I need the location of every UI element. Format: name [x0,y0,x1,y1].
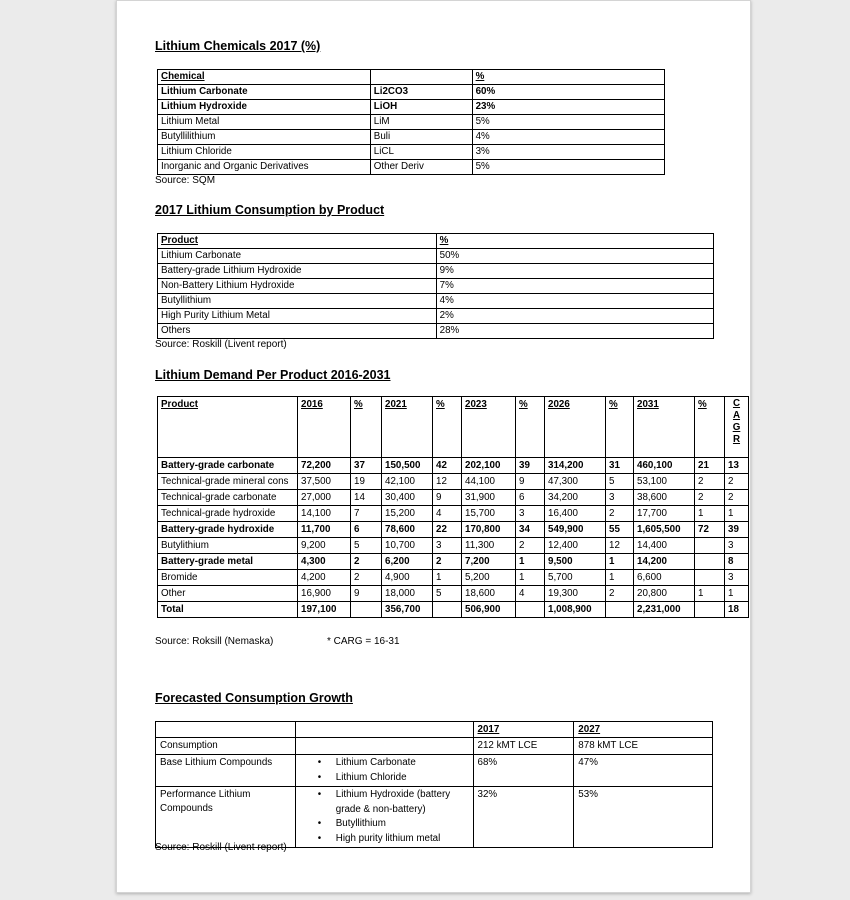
chem-row-pct: 3% [472,145,664,160]
chem-row-formula: LiM [370,115,472,130]
demand-row-cell: 39 [725,522,749,538]
growth-header-blank [156,722,296,738]
chem-row-pct: 5% [472,115,664,130]
demand-row-cell [695,554,725,570]
demand-row-cell: 8 [725,554,749,570]
demand-row-cell: 549,900 [545,522,606,538]
demand-row-cell: 1 [433,570,462,586]
demand-row-cell: 2 [351,570,382,586]
demand-header-2026: 2026 [545,397,606,458]
cons-table [157,233,714,339]
growth-base-2027: 47% [574,755,713,787]
demand-row-cell: 2 [606,586,634,602]
demand-row-product: Bromide [158,570,298,586]
demand-row-cell: 2 [695,474,725,490]
chem-row-pct: 60% [472,85,664,100]
demand-row-cell: 1 [516,554,545,570]
growth-perf-item: • Butyllithium [318,817,469,832]
growth-perf-2017: 32% [473,787,574,848]
cons-header-pct: % [436,234,713,249]
demand-header-pct: % [351,397,382,458]
chem-header-pct: % [472,70,664,85]
cons-row-pct: 7% [436,279,713,294]
chem-row-pct: 5% [472,160,664,175]
demand-row-cell: 1 [606,554,634,570]
demand-row-cell: 150,500 [382,458,433,474]
demand-row-cell: 4,200 [298,570,351,586]
demand-row-product: Total [158,602,298,618]
cons-source: Source: Roskill (Livent report) [155,339,287,350]
demand-row-cell: 7 [351,506,382,522]
cons-row-name: Butyllithium [158,294,437,309]
growth-blank [295,738,473,755]
cons-row-name: Non-Battery Lithium Hydroxide [158,279,437,294]
demand-row-cell: 2 [725,474,749,490]
demand-source: Source: Roksill (Nemaska) [155,636,274,647]
chem-row-name: Butyllilithium [158,130,371,145]
demand-row-cell: 39 [516,458,545,474]
demand-row-cell: 19,300 [545,586,606,602]
demand-row-cell: 4,300 [298,554,351,570]
demand-row-cell: 3 [606,490,634,506]
growth-base-list [295,755,473,787]
cons-row-name: Others [158,324,437,339]
demand-row-cell: 314,200 [545,458,606,474]
demand-header-2031: 2031 [634,397,695,458]
demand-row-cell: 1,605,500 [634,522,695,538]
growth-header-2027: 2027 [574,722,713,738]
chem-row-name: Inorganic and Organic Derivatives [158,160,371,175]
demand-row-cell [695,570,725,586]
demand-row [158,538,749,554]
demand-row-cell: 12 [433,474,462,490]
chem-row-formula: Buli [370,130,472,145]
demand-row-cell: 13 [725,458,749,474]
demand-row-cell: 7,200 [462,554,516,570]
demand-header-cagr [725,397,749,458]
chem-row-pct: 23% [472,100,664,115]
demand-row-cell: 11,700 [298,522,351,538]
growth-perf-item: • Lithium Hydroxide (battery grade & non-battery) [318,788,469,817]
demand-row-cell: 9 [433,490,462,506]
demand-row-product: Battery-grade carbonate [158,458,298,474]
demand-row-cell: 47,300 [545,474,606,490]
cagr-letter: R [732,434,741,445]
demand-row-cell: 5 [606,474,634,490]
demand-row-cell: 78,600 [382,522,433,538]
demand-row-cell: 1,008,900 [545,602,606,618]
demand-header-pct: % [516,397,545,458]
demand-row-cell: 17,700 [634,506,695,522]
demand-row-cell: 9,200 [298,538,351,554]
cons-row-name: Battery-grade Lithium Hydroxide [158,264,437,279]
demand-row-cell: 38,600 [634,490,695,506]
growth-consumption-2027: 878 kMT LCE [574,738,713,755]
chem-source: Source: SQM [155,175,216,186]
growth-base-item: • Lithium Chloride [318,771,469,786]
demand-row-cell: 9 [351,586,382,602]
demand-row-cell: 5,700 [545,570,606,586]
chem-row-pct: 4% [472,130,664,145]
demand-row-cell: 14 [351,490,382,506]
demand-row-cell [695,538,725,554]
demand-header-pct: % [606,397,634,458]
growth-base-item: • Lithium Carbonate [318,756,469,771]
demand-row-cell: 18,000 [382,586,433,602]
demand-row-cell: 18 [725,602,749,618]
demand-row-cell: 1 [516,570,545,586]
growth-base-2017: 68% [473,755,574,787]
demand-row-cell [695,602,725,618]
demand-row-cell: 42 [433,458,462,474]
cons-row-name: Lithium Carbonate [158,249,437,264]
demand-row-cell [433,602,462,618]
document-page [116,0,751,893]
demand-row-cell: 55 [606,522,634,538]
growth-consumption-label: Consumption [156,738,296,755]
demand-row-cell: 37,500 [298,474,351,490]
demand-row-cell: 42,100 [382,474,433,490]
demand-header-2021: 2021 [382,397,433,458]
demand-row-cell: 2 [351,554,382,570]
cons-row-pct: 9% [436,264,713,279]
demand-row-cell: 4 [516,586,545,602]
demand-header-2016: 2016 [298,397,351,458]
demand-header-pct: % [433,397,462,458]
chem-row-name: Lithium Hydroxide [158,100,371,115]
growth-perf-list [295,787,473,848]
demand-header-2023: 2023 [462,397,516,458]
demand-row-cell: 170,800 [462,522,516,538]
demand-row-cell: 18,600 [462,586,516,602]
cons-row-pct: 50% [436,249,713,264]
demand-row [158,554,749,570]
demand-row-cell: 1 [695,586,725,602]
demand-row-cell: 3 [725,570,749,586]
cagr-letter: G [732,422,741,433]
demand-row-cell: 1 [695,506,725,522]
demand-row-cell: 72,200 [298,458,351,474]
growth-title: Forecasted Consumption Growth [155,691,353,705]
demand-row [158,458,749,474]
demand-row-cell: 12 [606,538,634,554]
cons-row-name: High Purity Lithium Metal [158,309,437,324]
demand-row-cell [351,602,382,618]
chem-row-name: Lithium Chloride [158,145,371,160]
demand-row-cell: 3 [725,538,749,554]
demand-row-cell: 16,900 [298,586,351,602]
growth-header-2017: 2017 [473,722,574,738]
demand-row-cell: 37 [351,458,382,474]
demand-row-cell: 3 [516,506,545,522]
demand-row-cell: 2 [516,538,545,554]
growth-base-label: Base Lithium Compounds [156,755,296,787]
demand-row-cell: 31,900 [462,490,516,506]
demand-row-product: Technical-grade hydroxide [158,506,298,522]
demand-row-cell: 14,400 [634,538,695,554]
demand-row-cell: 1 [606,570,634,586]
chem-header-blank [370,70,472,85]
demand-row [158,602,749,618]
chem-row-formula: LiCL [370,145,472,160]
chem-row-name: Lithium Carbonate [158,85,371,100]
demand-row-cell: 356,700 [382,602,433,618]
demand-row [158,586,749,602]
chem-table [157,69,665,175]
demand-row-cell: 44,100 [462,474,516,490]
demand-row-product: Butylithium [158,538,298,554]
demand-row-cell [606,602,634,618]
demand-row-cell: 9 [516,474,545,490]
demand-row-cell: 6 [351,522,382,538]
demand-row-cell: 72 [695,522,725,538]
demand-row-cell: 10,700 [382,538,433,554]
demand-row-cell: 5 [351,538,382,554]
growth-perf-2027: 53% [574,787,713,848]
chem-header-chemical: Chemical [158,70,371,85]
demand-row-cell: 31 [606,458,634,474]
cons-header-product: Product [158,234,437,249]
demand-row-cell: 9,500 [545,554,606,570]
cons-row-pct: 4% [436,294,713,309]
chem-row-formula: Li2CO3 [370,85,472,100]
demand-row-cell: 34 [516,522,545,538]
demand-table [157,396,749,618]
demand-row [158,506,749,522]
growth-perf-item: • High purity lithium metal [318,832,469,847]
demand-row-product: Battery-grade metal [158,554,298,570]
demand-row-cell: 5,200 [462,570,516,586]
demand-row [158,474,749,490]
demand-row-cell: 30,400 [382,490,433,506]
demand-row-cell [516,602,545,618]
demand-row-cell: 34,200 [545,490,606,506]
demand-row-cell: 2 [725,490,749,506]
demand-row-cell: 6,200 [382,554,433,570]
demand-header-pct: % [695,397,725,458]
demand-title: Lithium Demand Per Product 2016-2031 [155,368,391,382]
demand-row-cell: 12,400 [545,538,606,554]
demand-row-cell: 15,200 [382,506,433,522]
demand-row-cell: 22 [433,522,462,538]
demand-row-cell: 11,300 [462,538,516,554]
demand-row-cell: 19 [351,474,382,490]
demand-row-cell: 21 [695,458,725,474]
demand-row-cell: 2,231,000 [634,602,695,618]
growth-consumption-2017: 212 kMT LCE [473,738,574,755]
chem-title: Lithium Chemicals 2017 (%) [155,39,321,53]
chem-row-name: Lithium Metal [158,115,371,130]
demand-row-cell: 460,100 [634,458,695,474]
demand-row-cell: 2 [695,490,725,506]
growth-table [155,721,713,848]
demand-row [158,522,749,538]
cons-row-pct: 2% [436,309,713,324]
growth-perf-label: Performance Lithium Compounds [156,787,296,848]
cons-title: 2017 Lithium Consumption by Product [155,203,385,217]
demand-header-product: Product [158,397,298,458]
demand-row-cell: 53,100 [634,474,695,490]
demand-row-cell: 202,100 [462,458,516,474]
demand-row [158,490,749,506]
demand-row-cell: 6 [516,490,545,506]
growth-source: Source: Roskill (Livent report) [155,842,287,853]
demand-row-cell: 2 [606,506,634,522]
chem-row-formula: Other Deriv [370,160,472,175]
demand-row-cell: 6,600 [634,570,695,586]
cagr-letter: A [732,410,741,421]
cons-row-pct: 28% [436,324,713,339]
demand-row-cell: 197,100 [298,602,351,618]
demand-row-cell: 16,400 [545,506,606,522]
demand-row-cell: 506,900 [462,602,516,618]
demand-row-cell: 20,800 [634,586,695,602]
demand-row-product: Technical-grade carbonate [158,490,298,506]
demand-row-cell: 14,100 [298,506,351,522]
demand-row-cell: 2 [433,554,462,570]
demand-row-cell: 1 [725,586,749,602]
demand-note: * CARG = 16-31 [327,636,400,647]
chem-row-formula: LiOH [370,100,472,115]
demand-row-cell: 4 [433,506,462,522]
demand-row-cell: 3 [433,538,462,554]
demand-row-cell: 27,000 [298,490,351,506]
demand-row-cell: 5 [433,586,462,602]
demand-row-cell: 4,900 [382,570,433,586]
demand-row-cell: 15,700 [462,506,516,522]
demand-row-cell: 14,200 [634,554,695,570]
demand-row-cell: 1 [725,506,749,522]
demand-row-product: Technical-grade mineral cons [158,474,298,490]
demand-row-product: Battery-grade hydroxide [158,522,298,538]
growth-header-blank [295,722,473,738]
demand-row [158,570,749,586]
demand-row-product: Other [158,586,298,602]
cagr-letter: C [732,398,741,409]
